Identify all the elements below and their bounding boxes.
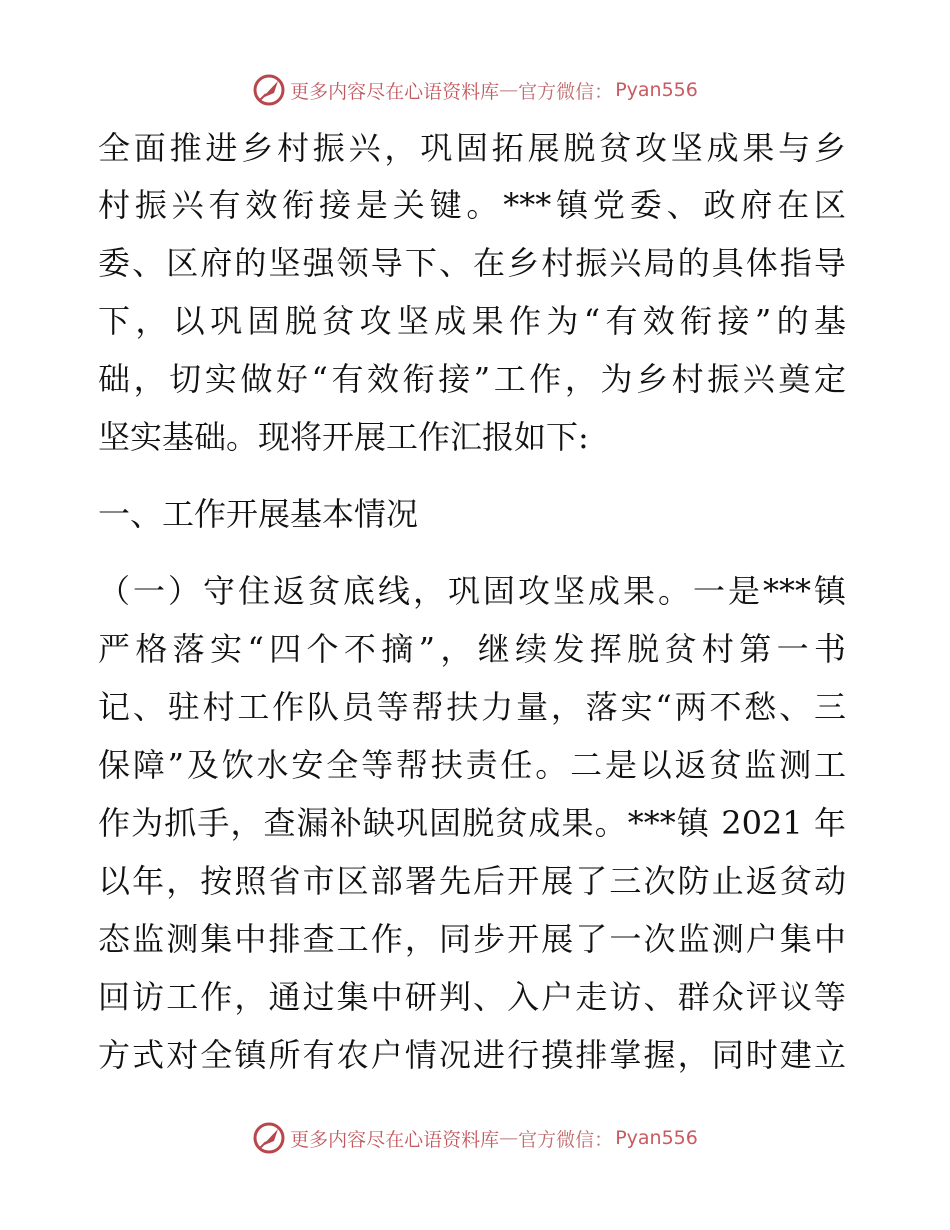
paragraph-line: 态监测集中排查工作，同步开展了一次监测户集中	[98, 920, 846, 958]
paragraph-line: 以年，按照省市区部署先后开展了三次防止返贫动	[98, 862, 846, 900]
watermark-wechat-id: Pyan556	[615, 79, 698, 101]
watermark-wechat-label: 官方微信：	[518, 80, 614, 103]
paragraph-line: 方式对全镇所有农户情况进行摸排掌握，同时建立	[98, 1036, 846, 1074]
red-quill-logo-icon	[252, 73, 286, 107]
paragraph-line: 下，以巩固脱贫攻坚成果作为“有效衔接”的基	[98, 302, 846, 340]
red-quill-logo-icon	[252, 1121, 286, 1155]
section-heading: 一、工作开展基本情况	[98, 495, 419, 533]
watermark-footer	[0, 1118, 950, 1158]
watermark-wechat-id: Pyan556	[615, 1127, 698, 1149]
paragraph-line: 委、区府的坚强领导下、在乡村振兴局的具体指导	[98, 244, 846, 282]
watermark-header	[0, 70, 950, 110]
subsection-line: （一）守住返贫底线，巩固攻坚成果。一是***镇	[98, 572, 846, 610]
paragraph-line: 严格落实“四个不摘”，继续发挥脱贫村第一书	[98, 630, 846, 668]
watermark-main-text: 更多内容尽在心语资料库	[290, 1128, 500, 1151]
watermark-main-text: 更多内容尽在心语资料库	[290, 80, 500, 103]
paragraph-line-end: 坚实基础。现将开展工作汇报如下:	[98, 418, 589, 456]
paragraph-line: 记、驻村工作队员等帮扶力量，落实“两不愁、三	[98, 688, 846, 726]
paragraph-line: 村振兴有效衔接是关键。***镇党委、政府在区	[98, 186, 846, 224]
paragraph-line: 作为抓手，查漏补缺巩固脱贫成果。***镇 2021 年	[98, 804, 846, 842]
paragraph-line: 回访工作，通过集中研判、入户走访、群众评议等	[98, 978, 846, 1016]
watermark-separator: —	[499, 79, 519, 101]
paragraph-line: 础，切实做好“有效衔接”工作，为乡村振兴奠定	[98, 360, 846, 398]
watermark-separator: —	[499, 1127, 519, 1149]
watermark-wechat-label: 官方微信：	[518, 1128, 614, 1151]
paragraph-line: 保障”及饮水安全等帮扶责任。二是以返贫监测工	[98, 746, 846, 784]
paragraph-line: 全面推进乡村振兴，巩固拓展脱贫攻坚成果与乡	[98, 129, 846, 167]
